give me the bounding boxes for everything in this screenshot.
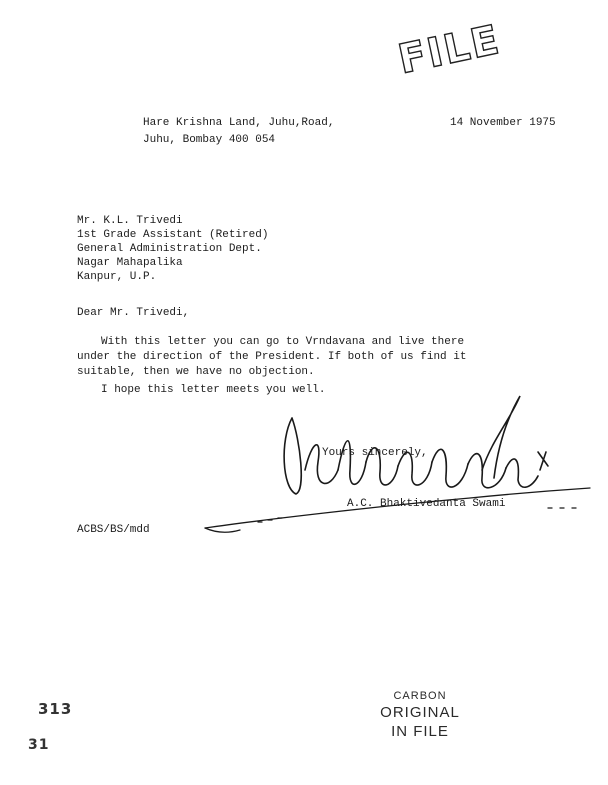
carbon-stamp-line-2: ORIGINAL xyxy=(380,704,460,721)
margin-mark-1: 313 xyxy=(38,700,73,718)
salutation: Dear Mr. Trivedi, xyxy=(77,307,190,319)
carbon-stamp-line-1: CARBON xyxy=(393,690,447,702)
sender-address-line-2: Juhu, Bombay 400 054 xyxy=(143,134,276,146)
signatory-name: A.C. Bhaktivedanta Swami xyxy=(347,498,506,510)
body-paragraph-1: With this letter you can go to Vrndavana and live there under the direction of the President. If both of us find it suitable, then we have no objection. xyxy=(77,336,467,378)
closing: Yours sincerely, xyxy=(322,447,428,459)
recipient-line-1: Mr. K.L. Trivedi xyxy=(77,215,183,227)
recipient-line-4: Nagar Mahapalika xyxy=(77,257,183,269)
file-stamp-text: FILE xyxy=(394,16,505,84)
recipient-line-5: Kanpur, U.P. xyxy=(77,271,157,283)
recipient-line-3: General Administration Dept. xyxy=(77,243,262,255)
reference-initials: ACBS/BS/mdd xyxy=(77,524,150,536)
margin-mark-2: 31 xyxy=(28,737,50,753)
carbon-stamp-line-3: IN FILE xyxy=(391,723,449,740)
letter-date: 14 November 1975 xyxy=(450,117,556,129)
recipient-line-2: 1st Grade Assistant (Retired) xyxy=(77,229,269,241)
sender-address-line-1: Hare Krishna Land, Juhu,Road, xyxy=(143,117,335,129)
body-paragraph-2: I hope this letter meets you well. xyxy=(101,384,326,396)
carbon-original-stamp xyxy=(360,690,480,741)
